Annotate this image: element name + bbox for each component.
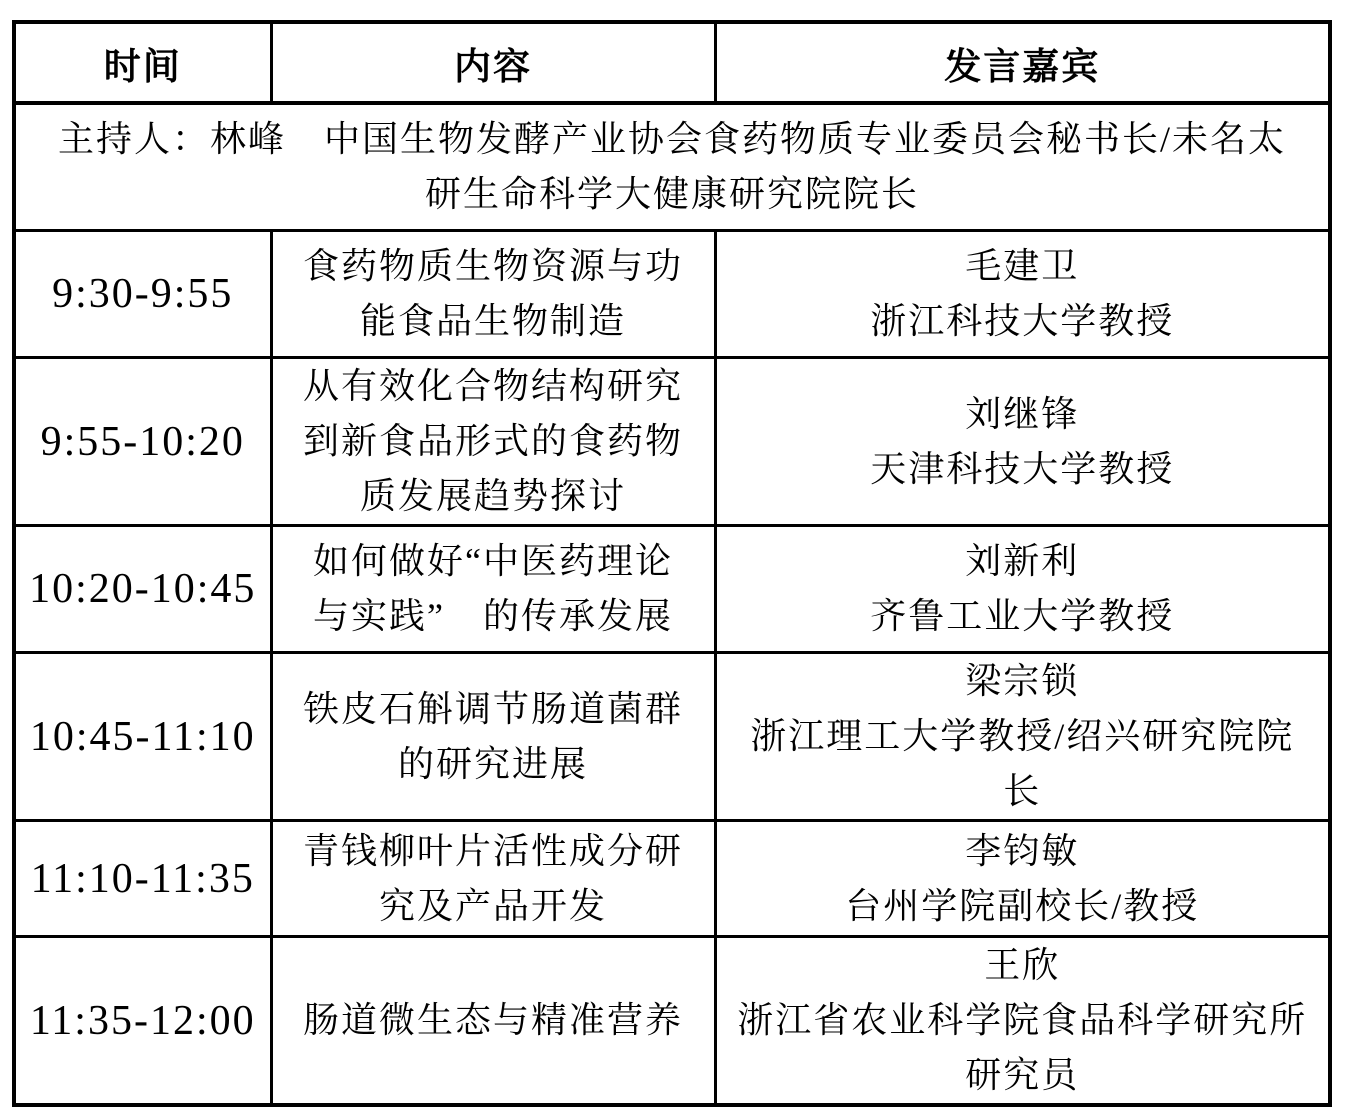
- speaker-cell: [715, 526, 1330, 653]
- table-row: [14, 231, 1330, 358]
- table-row: [14, 937, 1330, 1106]
- speaker-name: 刘新利: [965, 541, 1080, 581]
- content-cell: 青钱柳叶片活性成分研究及产品开发: [271, 821, 715, 937]
- agenda-table: [12, 20, 1332, 1107]
- time-cell: 9:30-9:55: [14, 231, 271, 358]
- speaker-cell: [715, 821, 1330, 937]
- speaker-title: 天津科技大学教授: [870, 448, 1175, 489]
- header-row: [14, 22, 1330, 103]
- content-cell: 铁皮石斛调节肠道菌群的研究进展: [271, 653, 715, 821]
- content-cell: 从有效化合物结构研究到新食品形式的食药物质发展趋势探讨: [271, 358, 715, 526]
- speaker-title: 齐鲁工业大学教授: [870, 596, 1175, 636]
- speaker-cell: [715, 231, 1330, 358]
- table-row: [14, 653, 1330, 821]
- speaker-cell: [715, 653, 1330, 821]
- speaker-name: 梁宗锁: [965, 661, 1080, 701]
- speaker-title: 浙江省农业科学院食品科学研究所研究员: [737, 1000, 1308, 1095]
- table-row: [14, 526, 1330, 653]
- speaker-title: 台州学院副校长/教授: [845, 885, 1200, 926]
- moderator-line-1: 主持人：林峰 中国生物发酵产业协会食药物质专业委员会秘书长/未名太: [57, 119, 1286, 159]
- speaker-name: 刘继锋: [965, 393, 1080, 434]
- header-time: 时间: [14, 22, 271, 103]
- time-cell: 11:35-12:00: [14, 937, 271, 1106]
- moderator-line-2: 研生命科学大健康研究院院长: [424, 174, 919, 214]
- content-cell: 肠道微生态与精准营养: [271, 937, 715, 1106]
- speaker-title: 浙江理工大学教授/绍兴研究院院长: [750, 716, 1295, 811]
- speaker-name: 王欣: [984, 945, 1061, 985]
- moderator-cell: [14, 103, 1330, 231]
- speaker-cell: [715, 937, 1330, 1106]
- content-cell: 如何做好“中医药理论与实践” 的传承发展: [271, 526, 715, 653]
- header-content: 内容: [271, 22, 715, 103]
- speaker-cell: [715, 358, 1330, 526]
- header-speaker: 发言嘉宾: [715, 22, 1330, 103]
- time-cell: 11:10-11:35: [14, 821, 271, 937]
- speaker-title: 浙江科技大学教授: [870, 301, 1175, 341]
- time-cell: 10:20-10:45: [14, 526, 271, 653]
- moderator-row: [14, 103, 1330, 231]
- speaker-name: 李钧敏: [965, 830, 1080, 871]
- content-cell: 食药物质生物资源与功能食品生物制造: [271, 231, 715, 358]
- time-cell: 10:45-11:10: [14, 653, 271, 821]
- table-row: [14, 821, 1330, 937]
- time-cell: 9:55-10:20: [14, 358, 271, 526]
- table-row: [14, 358, 1330, 526]
- speaker-name: 毛建卫: [965, 246, 1080, 286]
